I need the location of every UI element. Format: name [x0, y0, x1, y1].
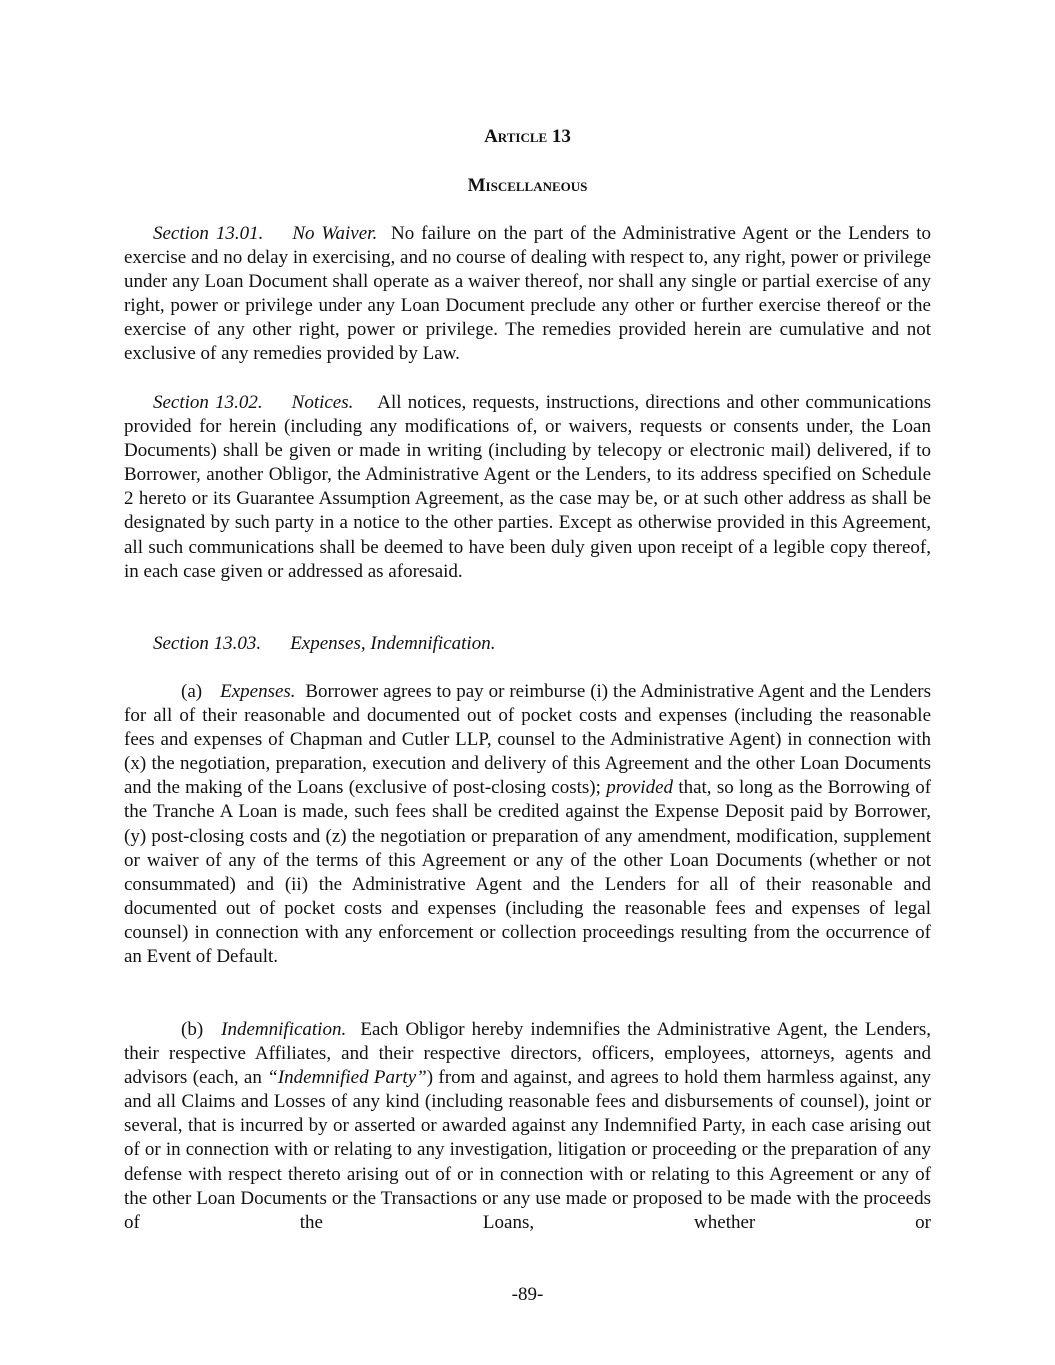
subsection-text-continued: that, so long as the Borrowing of the Tranche A Loan is made, such fees shall be credited against the Expense Deposit paid by Borrower, (y) post-closing costs and (z) the negotiation or preparation of any amendment, modification, supplement or waiver of any of the terms of this Agreement or any of the other Loan Documents (whether or not consummated) and (ii) the Administrative Agent and the Lenders for all of their reasonable and documented out of pocket costs and expenses (including the reasonable fees and expenses of legal counsel) in connection with any enforcement or collection proceedings resulting from the occurrence of an Event of Default. — [124, 777, 932, 968]
subsection-number: (a) — [181, 681, 203, 702]
subsection-13-03-b — [124, 1018, 931, 1235]
article-heading: Article 13 — [484, 126, 571, 147]
article-title: Miscellaneous — [467, 175, 588, 196]
section-title: Notices. — [291, 392, 354, 413]
section-number: Section 13.01. — [153, 223, 264, 244]
proviso-term: provided — [606, 777, 674, 799]
section-number: Section 13.02. — [153, 392, 263, 413]
page-number: -89- — [511, 1284, 544, 1305]
section-text: All notices, requests, instructions, directions and other communications provided for herein (including any modifications of, or waivers, requests or consents under, the Loan Documents) shall be given or made in writing (including by telecopy or electronic mail) delivered, if to Borrower, another Obligor, the Administrative Agent or the Lenders, to its address specified on Schedule 2 hereto or its Guarantee Assumption Agreement, as the case may be, or at such other address as shall be designated by such party in a notice to the other parties. Except as otherwise provided in this Agreement, all such communications shall be deemed to have been duly given upon receipt of a legible copy thereof, in each case given or addressed as aforesaid. — [124, 392, 931, 582]
section-title: Expenses, Indemnification. — [290, 633, 496, 654]
subsection-title: Indemnification. — [221, 1019, 347, 1040]
subsection-13-03-a — [124, 680, 931, 969]
subsection-number: (b) — [181, 1019, 204, 1040]
section-13-02 — [124, 391, 931, 584]
subsection-text: Borrower agrees to pay or reimburse (i) the Administrative Agent and the Lenders for all of their reasonable and documented out of pocket costs and expenses (including the reasonable fees and expenses of Chapman and Cutler LLP, counsel to the Administrative Agent) in connection with (x) the negotiation, preparation, execution and delivery of this Agreement and the other Loan Documents and the making of the Loans (exclusive of post-closing costs); — [124, 681, 931, 799]
section-text: No failure on the part of the Administrative Agent or the Lenders to exercise and no delay in exercising, and no course of dealing with respect to, any right, power or privilege under any Loan Document shall operate as a waiver thereof, nor shall any single or partial exercise of any right, power or privilege under any Loan Document preclude any other or further exercise thereof or the exercise of any other right, power or privilege. The remedies provided herein are cumulative and not exclusive of any remedies provided by Law. — [124, 223, 931, 365]
subsection-text-continued: ) from and against, and agrees to hold them harmless against, any and all Claims and Losses of any kind (including reasonable fees and disbursements of counsel), joint or several, that is incurred by or asserted or awarded against any Indemnified Party, in each case arising out of or in connection with or relating to any investigation, litigation or proceeding or the preparation of any defense with respect thereto arising out of or in connection with or relating to this Agreement or any of the other Loan Documents or the Transactions or any use made or proposed to be made with the proceeds of the Loans, whether or — [124, 1067, 932, 1233]
section-13-03 — [124, 632, 931, 656]
section-title: No Waiver. — [292, 223, 378, 244]
section-number: Section 13.03. — [153, 633, 262, 654]
section-13-01 — [124, 222, 931, 367]
defined-term: “Indemnified Party” — [267, 1067, 427, 1089]
subsection-text: Each Obligor hereby indemnifies the Administrative Agent, the Lenders, their respective Affiliates, and their respective directors, officers, employees, attorneys, agents and advisors (each, an — [124, 1019, 931, 1089]
subsection-title: Expenses. — [220, 681, 296, 702]
